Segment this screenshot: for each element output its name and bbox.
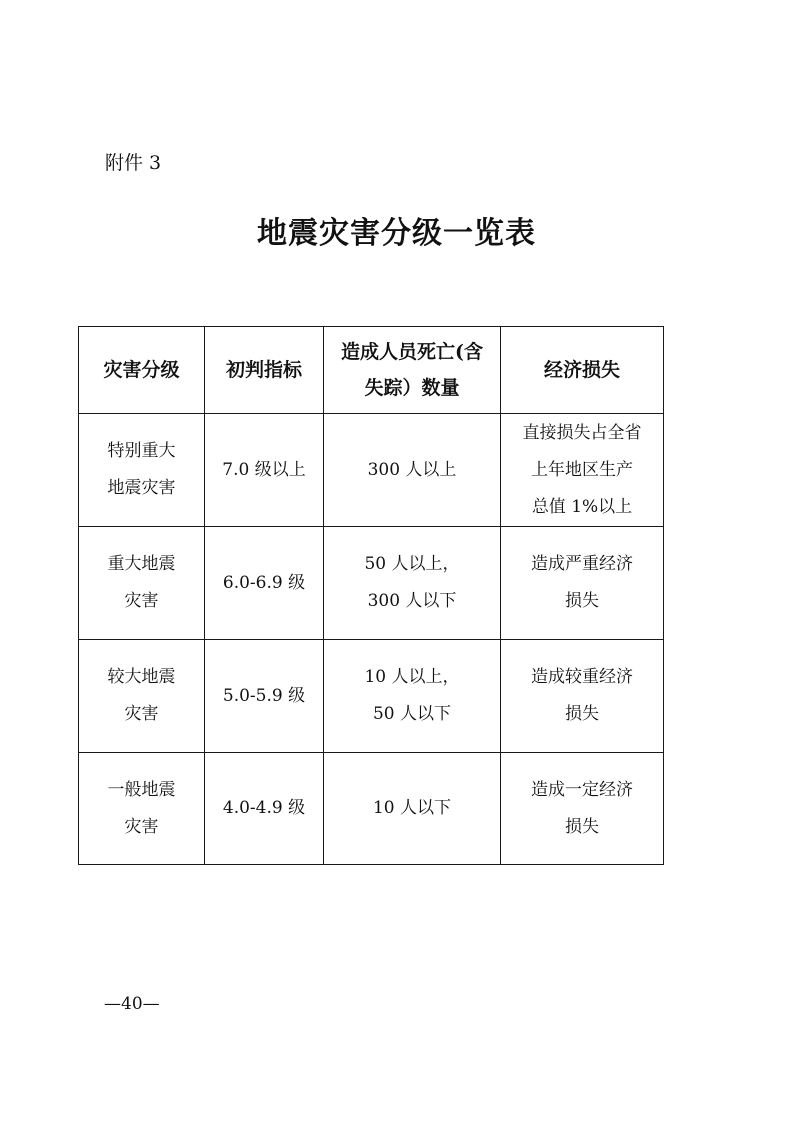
- cell-loss: [501, 414, 664, 527]
- cell-line: 造成一定经济: [531, 779, 633, 800]
- cell-indicator: [205, 527, 324, 640]
- table-row: [79, 753, 664, 865]
- cell-casualties: [324, 414, 501, 527]
- table-row: [79, 414, 664, 527]
- cell-casualties: [324, 753, 501, 865]
- cell-line: 总值 1%以上: [531, 496, 633, 517]
- cell-line: 300 人以上: [367, 459, 457, 480]
- cell-indicator: [205, 640, 324, 753]
- cell-line: 6.0-6.9 级: [222, 572, 306, 593]
- cell-line: 10 人以下: [372, 798, 452, 818]
- cell-level: [79, 527, 205, 640]
- cell-loss: [501, 527, 664, 640]
- cell-level: [79, 640, 205, 753]
- header-line: 经济损失: [543, 359, 620, 381]
- cell-line: 上年地区生产: [531, 459, 633, 480]
- cell-indicator: [205, 753, 324, 865]
- cell-casualties: [324, 640, 501, 753]
- header-line: 造成人员死亡(含: [341, 341, 483, 363]
- cell-line: 50 人以上，: [364, 554, 460, 574]
- cell-line: 损失: [565, 591, 599, 611]
- cell-line: 造成严重经济: [531, 554, 633, 574]
- cell-line: 损失: [565, 704, 599, 724]
- cell-line: 重大地震: [107, 554, 176, 574]
- header-initial-indicator: [205, 327, 324, 414]
- header-line: 灾害分级: [103, 359, 180, 381]
- attachment-label: 附件 3: [105, 152, 162, 174]
- cell-line: 300 人以下: [367, 591, 457, 611]
- document-title: 地震灾害分级一览表: [257, 216, 536, 251]
- cell-line: 5.0-5.9 级: [222, 685, 306, 706]
- cell-line: 灾害: [124, 816, 159, 837]
- cell-line: 50 人以下: [372, 704, 452, 724]
- header-casualties: [324, 327, 501, 414]
- cell-line: 较大地震: [107, 667, 176, 687]
- cell-level: [79, 414, 205, 527]
- table-row: [79, 527, 664, 640]
- earthquake-grade-table: [78, 326, 664, 865]
- header-disaster-level: [79, 327, 205, 414]
- table-row: [79, 640, 664, 753]
- page-number: —40—: [104, 994, 160, 1014]
- cell-line: 一般地震: [107, 779, 176, 800]
- table-header-row: [79, 327, 664, 414]
- header-line: 失踪）数量: [364, 377, 460, 399]
- header-economic-loss: [501, 327, 664, 414]
- cell-loss: [501, 753, 664, 865]
- cell-line: 灾害: [124, 591, 159, 611]
- header-line: 初判指标: [225, 359, 302, 381]
- cell-line: 7.0 级以上: [222, 459, 306, 480]
- cell-line: 造成较重经济: [531, 667, 633, 687]
- cell-loss: [501, 640, 664, 753]
- cell-level: [79, 753, 205, 865]
- cell-line: 地震灾害: [107, 478, 176, 498]
- cell-casualties: [324, 527, 501, 640]
- cell-line: 4.0-4.9 级: [222, 798, 306, 818]
- cell-line: 直接损失占全省: [522, 422, 642, 443]
- cell-line: 灾害: [124, 704, 159, 724]
- cell-indicator: [205, 414, 324, 527]
- cell-line: 损失: [565, 816, 599, 837]
- cell-line: 10 人以上，: [364, 667, 460, 687]
- cell-line: 特别重大: [107, 441, 176, 461]
